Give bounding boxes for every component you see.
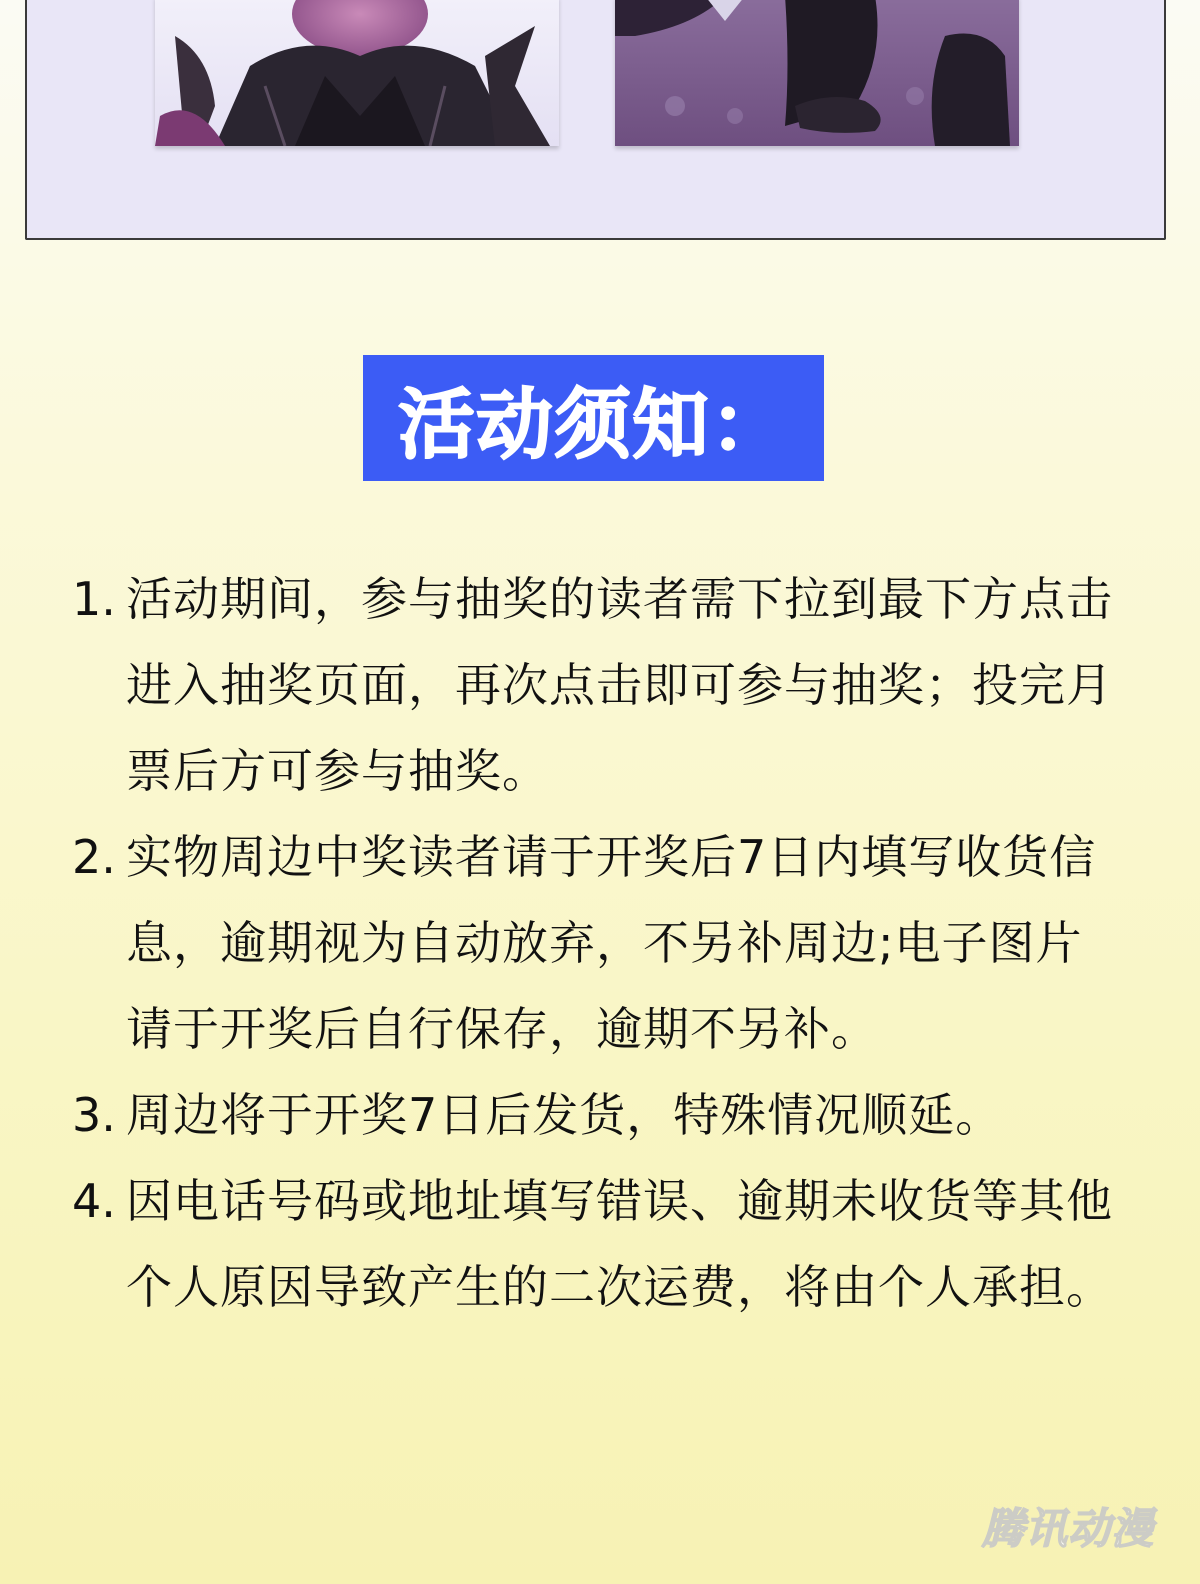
artwork-left [155, 0, 559, 146]
notice-item-text: 活动期间，参与抽奖的读者需下拉到最下方点击进入抽奖页面，再次点击即可参与抽奖；投完月票后方可参与抽奖。 [126, 572, 1113, 798]
notice-item-number: 4. [72, 1174, 116, 1228]
notice-list [72, 556, 1152, 1330]
artwork-panel [25, 0, 1166, 240]
notice-item-number: 1. [72, 572, 116, 626]
notice-item-text: 因电话号码或地址填写错误、逾期未收货等其他个人原因导致产生的二次运费，将由个人承担。 [126, 1174, 1113, 1314]
notice-title-banner [363, 355, 824, 481]
notice-item-text: 实物周边中奖读者请于开奖后7日内填写收货信息，逾期视为自动放弃，不另补周边;电子图片请于开奖后自行保存，逾期不另补。 [126, 830, 1097, 1056]
watermark-logo: 腾讯动漫 [982, 1504, 1155, 1553]
artwork-left-illustration [155, 0, 559, 146]
notice-item-4 [72, 1158, 1152, 1330]
notice-item-1 [72, 556, 1152, 814]
notice-item-text: 周边将于开奖7日后发货，特殊情况顺延。 [126, 1088, 1003, 1142]
artwork-right [615, 0, 1019, 146]
notice-item-3 [72, 1072, 1152, 1158]
artwork-right-illustration [615, 0, 1019, 146]
notice-item-number: 3. [72, 1088, 116, 1142]
notice-item-2 [72, 814, 1152, 1072]
notice-item-number: 2. [72, 830, 116, 884]
notice-title: 活动须知： [398, 379, 789, 469]
